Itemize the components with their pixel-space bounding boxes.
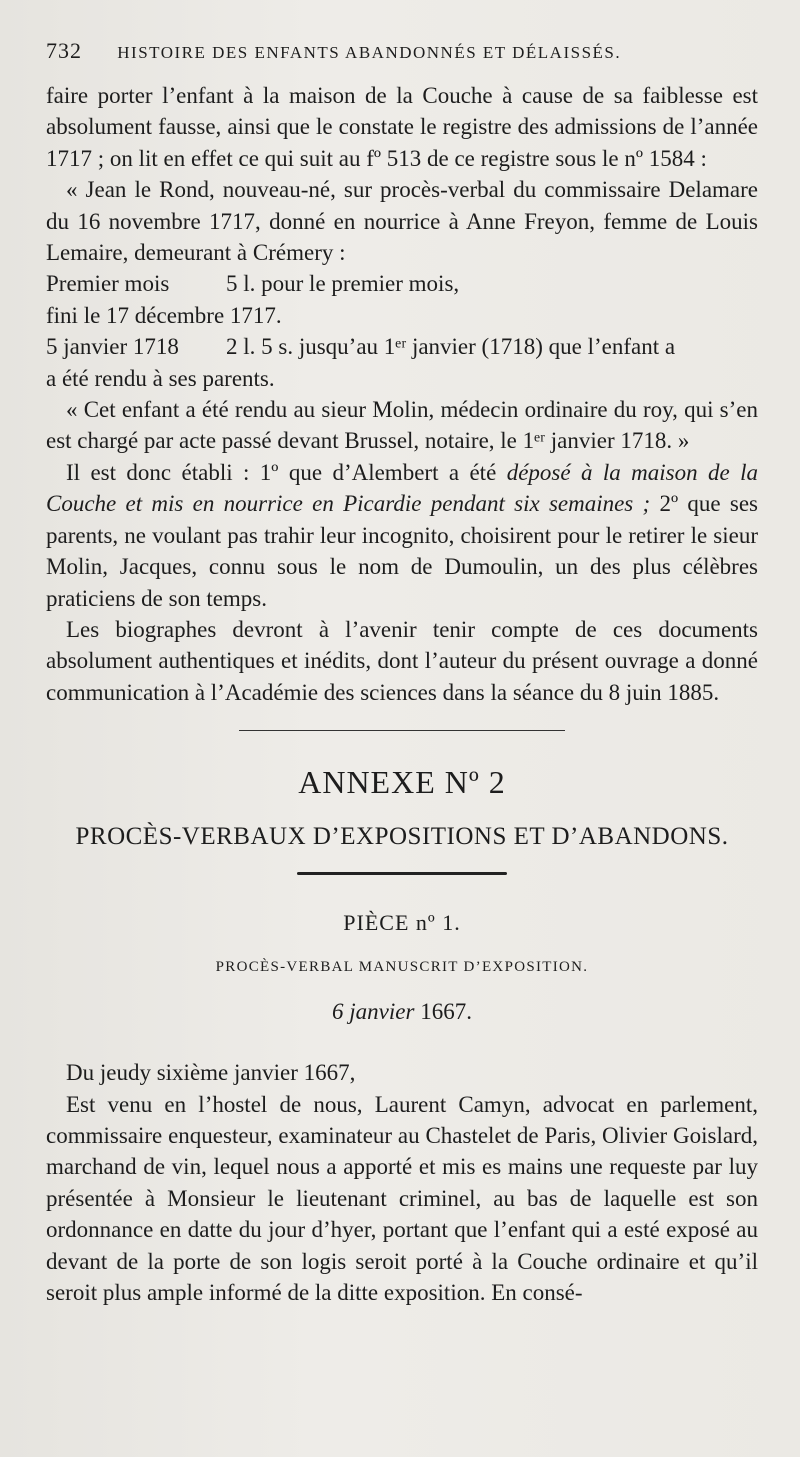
register-entry	[46, 268, 758, 394]
paragraph-1: faire porter l’enfant à la maison de la Couche à cause de sa faiblesse est absolument fausse, ainsi que le constate le registre des admissions de l’année 1717 ; on lit en effet ce qui suit au fº 513 de ce registre sous le nº 1584 :	[46, 83, 758, 171]
paragraph-7: Est venu en l’hostel de nous, Laurent Camyn, advocat en parlement, commissaire enquesteur, examinateur au Chastelet de Paris, Olivier Goislard, marchand de vin, lequel nous a apporté et mis es mains une requeste par luy présentée à Monsieur le lieutenant criminel, au bas de laquelle est son ordonnance en datte du jour d’hyer, portant que l’enfant qui a esté exposé au devant de la porte de son logis seroit porté à la Couche ordinaire et qu’il seroit plus ample informé de la ditte exposition. En consé-	[46, 1091, 758, 1305]
register-row1-label: Premier mois	[46, 271, 170, 297]
page-body	[46, 80, 758, 1308]
register-row2-value: 2 l. 5 s. jusqu’au 1ᵉʳ janvier (1718) que l’enfant a	[226, 334, 676, 360]
register-row1-value: 5 l. pour le premier mois,	[226, 271, 460, 297]
register-row2-continuation: a été rendu à ses parents.	[46, 365, 275, 391]
paragraph-4-start: Il est donc établi : 1º que d’Alembert a été	[66, 459, 507, 485]
paragraph-4-end: 2º que ses parents, ne voulant pas trahir leur incognito, choisirent pour le retirer le sieur Molin, Jacques, connu sous le nom de Dumoulin, un des plus célèbres praticiens de son temps.	[46, 491, 758, 611]
paragraph-4	[46, 457, 758, 614]
piece-date-day: 6 janvier	[332, 998, 415, 1024]
section-divider	[239, 730, 565, 731]
ornamental-rule	[297, 872, 507, 875]
spacer	[46, 1027, 758, 1057]
annexe-subtitle: PROCÈS-VERBAUX D’EXPOSITIONS ET D’ABANDONS.	[75, 822, 729, 850]
register-row2-label: 5 janvier 1718	[46, 334, 179, 360]
paragraph-3: « Cet enfant a été rendu au sieur Molin, médecin ordinaire du roy, qui s’en est chargé par acte passé devant Brussel, notaire, le 1ᵉʳ janvier 1718. »	[46, 397, 758, 454]
piece-date	[46, 996, 758, 1027]
register-row1-continuation: fini le 17 décembre 1717.	[46, 302, 282, 328]
paragraph-6: Du jeudy sixième janvier 1667,	[66, 1060, 356, 1086]
annexe-title: ANNEXE Nº 2	[298, 764, 506, 801]
running-title: HISTOIRE DES ENFANTS ABANDONNÉS ET DÉLAISSÉS.	[117, 43, 622, 62]
piece-date-year: 1667.	[414, 998, 472, 1024]
page-number: 732	[46, 38, 82, 63]
piece-subtitle: PROCÈS-VERBAL MANUSCRIT D’EXPOSITION.	[215, 959, 589, 976]
paragraph-2: « Jean le Rond, nouveau-né, sur procès-verbal du commissaire Delamare du 16 novembre 1717, donné en nourrice à Anne Freyon, femme de Louis Lemaire, demeurant à Crémery :	[46, 177, 758, 266]
paragraph-5: Les biographes devront à l’avenir tenir compte de ces documents absolument authentiques et inédits, dont l’auteur du présent ouvrage a donné communication à l’Académie des sciences dans la séance du 8 juin 1885.	[46, 616, 758, 705]
piece-title: PIÈCE nº 1.	[343, 909, 461, 935]
paragraph-4-italic: déposé à la maison de la Couche et mis en nourrice en Picardie pendant six semaines ;	[46, 459, 759, 517]
running-header	[46, 38, 766, 64]
